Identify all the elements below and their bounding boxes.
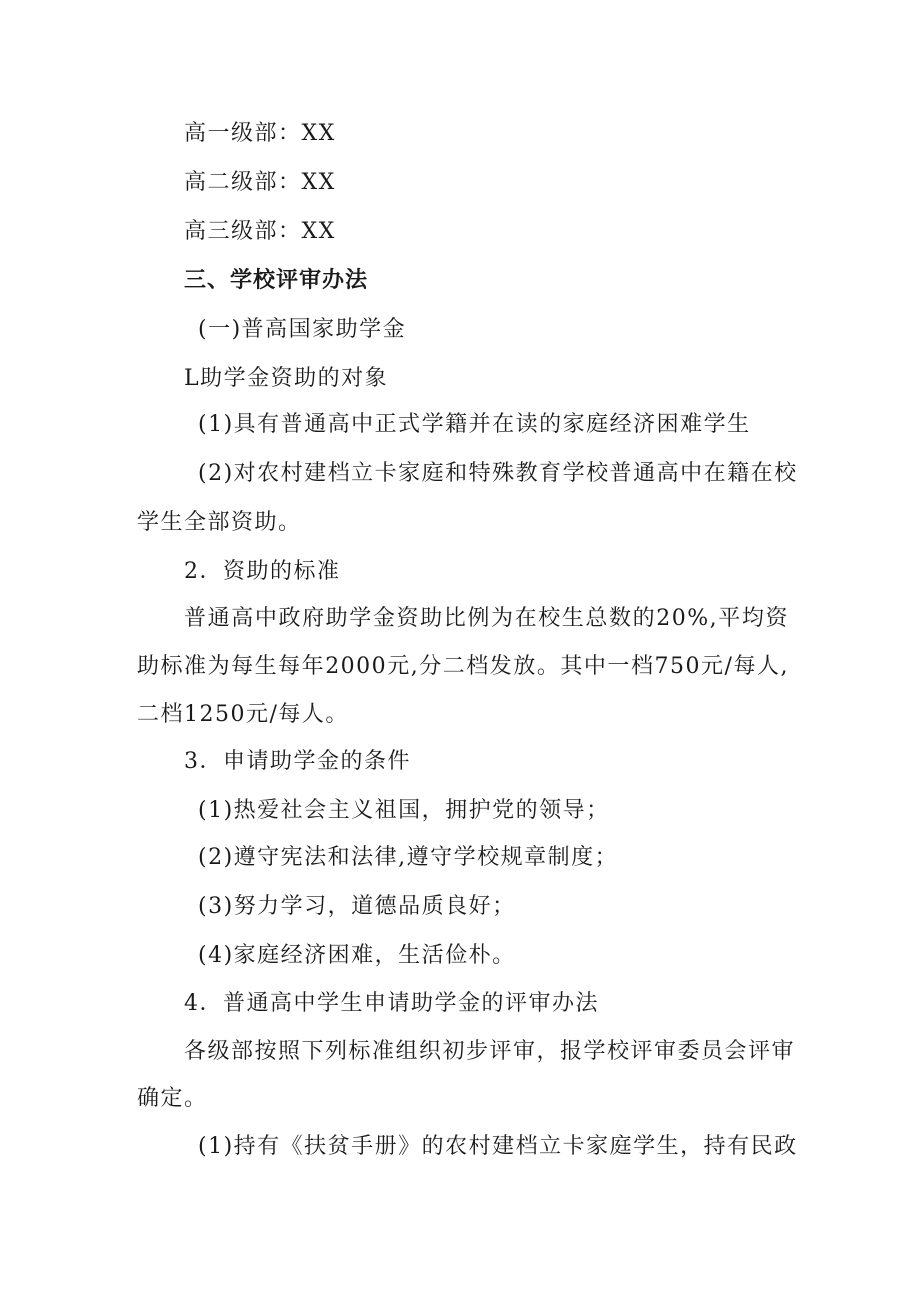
text-line: 二档1250元/每人。 bbox=[137, 702, 349, 727]
text-line-grade-3: 高三级部：XX bbox=[184, 219, 336, 244]
item-heading-3: 3．申请助学金的条件 bbox=[184, 749, 411, 774]
text-line: (4)家庭经济困难，生活俭朴。 bbox=[198, 943, 516, 968]
item-heading-1: L助学金资助的对象 bbox=[184, 366, 389, 391]
text-line: (2)遵守宪法和法律,遵守学校规章制度； bbox=[198, 845, 619, 870]
text-line-grade-1: 高一级部：XX bbox=[184, 121, 336, 146]
item-heading-2: 2．资助的标准 bbox=[184, 559, 341, 584]
text-line: (1)持有《扶贫手册》的农村建档立卡家庭学生，持有民政 bbox=[198, 1134, 798, 1159]
text-line: 助标准为每生每年2000元,分二档发放。其中一档750元/每人, bbox=[137, 654, 789, 679]
text-line-grade-2: 高二级部：XX bbox=[184, 170, 336, 195]
text-line: (1)具有普通高中正式学籍并在读的家庭经济困难学生 bbox=[198, 412, 751, 437]
section-heading: 三、学校评审办法 bbox=[184, 268, 369, 293]
subsection-heading: (一)普高国家助学金 bbox=[198, 317, 407, 342]
text-line: (2)对农村建档立卡家庭和特殊教育学校普通高中在籍在校 bbox=[198, 461, 798, 486]
text-line: (3)努力学习，道德品质良好； bbox=[198, 894, 516, 919]
text-line: 普通高中政府助学金资助比例为在校生总数的20%,平均资 bbox=[184, 606, 789, 631]
text-line: 确定。 bbox=[137, 1086, 208, 1111]
item-heading-4: 4．普通高中学生申请助学金的评审办法 bbox=[184, 991, 599, 1016]
text-line: (1)热爱社会主义祖国，拥护党的领导； bbox=[198, 798, 610, 823]
text-line: 学生全部资助。 bbox=[137, 510, 302, 535]
text-line: 各级部按照下列标准组织初步评审，报学校评审委员会评审 bbox=[184, 1039, 796, 1064]
